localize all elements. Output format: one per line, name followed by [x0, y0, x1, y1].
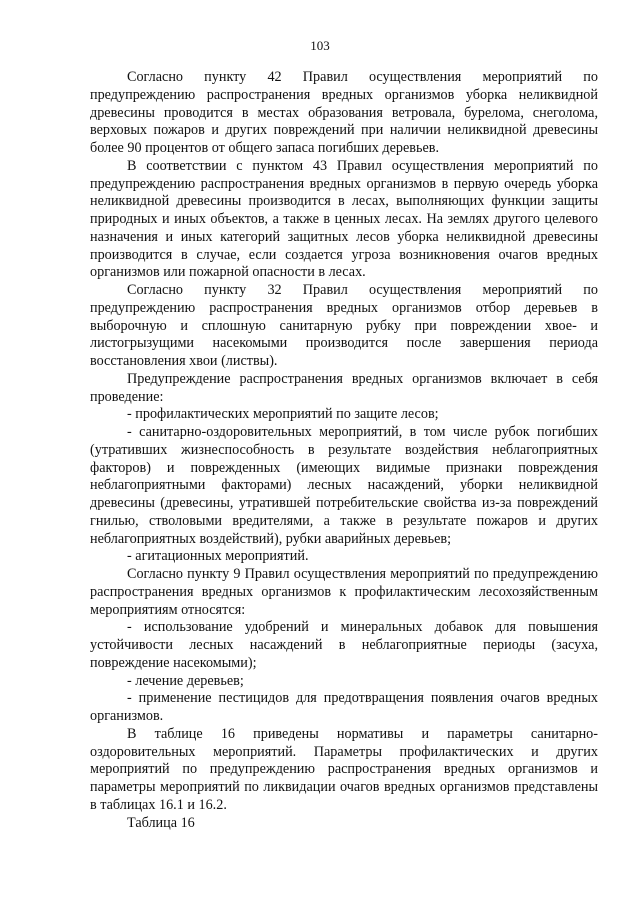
paragraph-rule-42: Согласно пункту 42 Правил осуществления мероприятий по предупреждению распространения вредных организмов уборка неликвидной древесины проводится в местах образования ветровала, бурелома, снеголома, верховых пожаров и других повреждений при наличии неликвидной древесины более 90 процентов от общего запаса погибших деревьев. — [90, 69, 598, 156]
list-item-preventive: - профилактических мероприятий по защите лесов; — [127, 406, 439, 423]
list-item-fertilizers: - использование удобрений и минеральных добавок для повышения устойчивости лесных насаждений в неблагоприятные периоды (засуха, повреждение насекомыми); — [90, 619, 598, 671]
paragraph-rule-32: Согласно пункту 32 Правил осуществления мероприятий по предупреждению распространения вредных организмов отбор деревьев в выборочную и сплошную санитарную рубку при повреждении хвое- и листогрызущими насекомыми производится после завершения периода восстановления хвои (листвы). — [90, 282, 598, 369]
page-number: 103 — [310, 38, 330, 53]
list-item-pesticides: - применение пестицидов для предотвращения появления очагов вредных организмов. — [90, 690, 598, 724]
paragraph-rule-43: В соответствии с пунктом 43 Правил осуществления мероприятий по предупреждению распространения вредных организмов в первую очередь уборка неликвидной древесины производится в лесах, выполняющих функции защиты природных и иных объектов, а также в ценных лесах. На землях другого целевого назначения и иных категорий защитных лесов уборка неликвидной древесины производится в случае, если создается угроза возникновения очагов вредных организмов или пожарной опасности в лесах. — [90, 157, 598, 281]
list-item-sanitary: - санитарно-оздоровительных мероприятий, в том числе рубок погибших (утративших жизнеспособность в результате воздействия неблагоприятных факторов) и поврежденных (имеющих видимые признаки повреждения неблагоприятными факторами) лесных насаждений, уборки неликвидной древесины (древесины, утратившей потребительские свойства из-за повреждений гнилью, стволовыми вредителями, а также в результате пожаров и других неблагоприятных воздействий), рубки аварийных деревьев; — [90, 424, 598, 547]
paragraph-table-reference: В таблице 16 приведены нормативы и параметры санитарно-оздоровительных мероприятий. Параметры профилактических и других мероприятий по предупреждению распространения вредных организмов и параметры мероприятий по ликвидации очагов вредных организмов представлены в таблицах 16.1 и 16.2. — [90, 725, 598, 813]
list-item-tree-treatment: - лечение деревьев; — [127, 672, 244, 689]
table-caption: Таблица 16 — [127, 814, 195, 831]
paragraph-prevention-intro: Предупреждение распространения вредных организмов включает в себя проведение: — [90, 370, 598, 405]
paragraph-rule-9: Согласно пункту 9 Правил осуществления мероприятий по предупреждению распространения вредных организмов к профилактическим лесохозяйственным мероприятиям относятся: — [90, 566, 598, 618]
list-item-agitation: - агитационных мероприятий. — [127, 548, 309, 565]
document-body — [90, 69, 598, 832]
